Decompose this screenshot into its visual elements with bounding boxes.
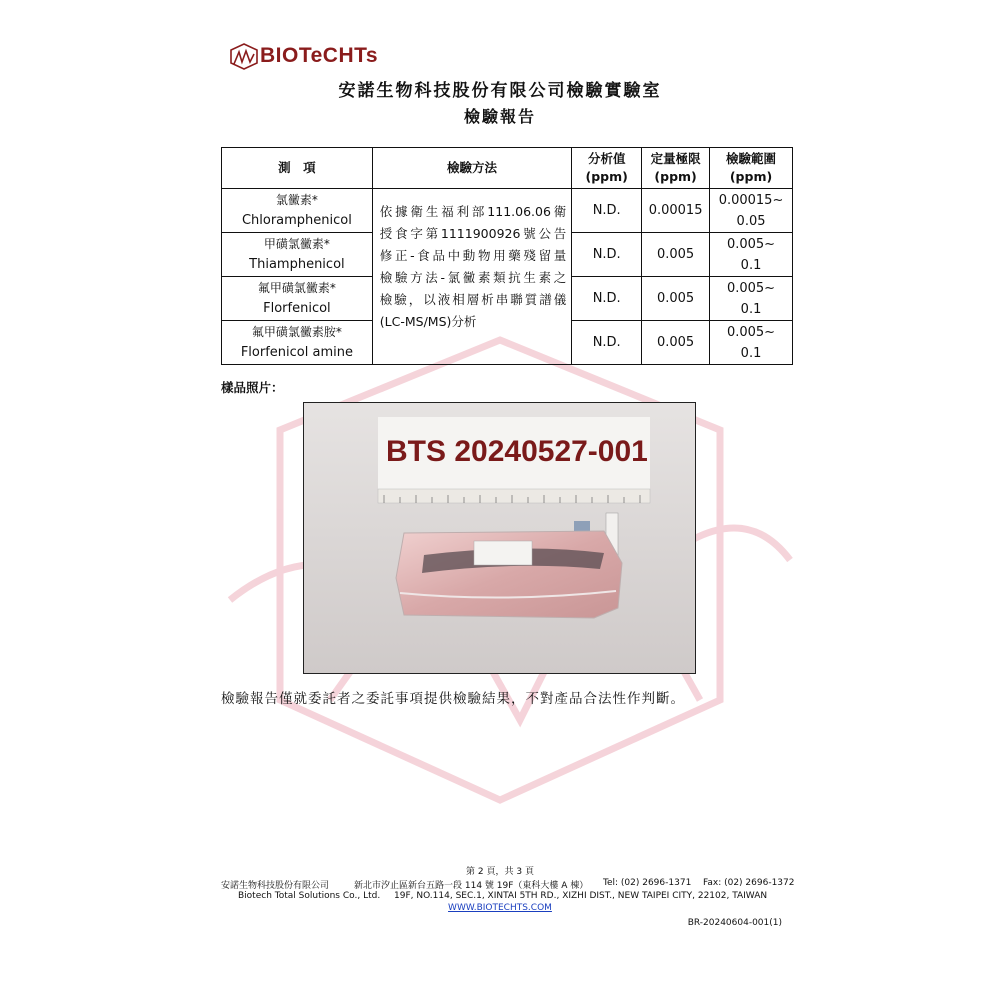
company-title: 安諾生物科技股份有限公司檢驗實驗室 bbox=[338, 81, 662, 101]
page-number: 第 2 頁，共 3 頁 bbox=[466, 867, 534, 877]
value-cell: N.D. bbox=[572, 189, 642, 233]
loq-cell: 0.005 bbox=[642, 233, 710, 277]
item-cell: 氟甲磺氯黴素胺* Florfenicol amine bbox=[222, 321, 373, 365]
value-cell: N.D. bbox=[572, 233, 642, 277]
disclaimer-text: 檢驗報告僅就委託者之委託事項提供檢驗結果，不對產品合法性作判斷。 bbox=[221, 691, 685, 707]
footer-tel: Tel: (02) 2696-1371 bbox=[603, 878, 692, 888]
table-header-row bbox=[222, 148, 793, 189]
loq-cell: 0.005 bbox=[642, 321, 710, 365]
report-id: BR-20240604-001(1) bbox=[687, 918, 782, 928]
footer-fax: Fax: (02) 2696-1372 bbox=[703, 878, 795, 888]
company-logo bbox=[228, 40, 378, 72]
loq-cell: 0.00015 bbox=[642, 189, 710, 233]
range-cell: 0.005~ 0.1 bbox=[710, 277, 793, 321]
range-cell: 0.00015~ 0.05 bbox=[710, 189, 793, 233]
header-method: 檢驗方法 bbox=[372, 148, 571, 189]
footer-company-en: Biotech Total Solutions Co., Ltd. bbox=[238, 891, 381, 901]
header-value: 分析值 (ppm) bbox=[572, 148, 642, 189]
report-title: 檢驗報告 bbox=[463, 107, 536, 126]
value-cell: N.D. bbox=[572, 277, 642, 321]
item-cell: 甲磺氯黴素* Thiamphenicol bbox=[222, 233, 373, 277]
sample-photo bbox=[303, 402, 696, 674]
range-cell: 0.005~ 0.1 bbox=[710, 321, 793, 365]
website-link[interactable]: WWW.BIOTECHTS.COM bbox=[448, 903, 552, 913]
footer-address-en: 19F, NO.114, SEC.1, XINTAI 5TH RD., XIZHI DIST., NEW TAIPEI CITY, 22102, TAIWAN bbox=[394, 891, 768, 901]
footer-url-row bbox=[0, 903, 1000, 913]
footer-company-zh: 安諾生物科技股份有限公司 bbox=[221, 881, 330, 891]
item-cell: 氯黴素* Chloramphenicol bbox=[222, 189, 373, 233]
logo-text: BIOTeCHTs bbox=[260, 44, 379, 67]
header-loq: 定量極限 (ppm) bbox=[642, 148, 710, 189]
photo-label: 樣品照片： bbox=[221, 380, 284, 395]
method-cell: 依據衛生福利部111.06.06衛 授食字第1111900926號公告 修正-食品中動物用藥殘留量 檢驗方法-氯黴素類抗生素之 檢驗，以液相層析串聯質譜儀 (LC-MS/MS)分析 bbox=[372, 189, 571, 365]
table-row bbox=[222, 189, 793, 233]
item-cell: 氟甲磺氯黴素* Florfenicol bbox=[222, 277, 373, 321]
header-range: 檢驗範圍 (ppm) bbox=[710, 148, 793, 189]
range-cell: 0.005~ 0.1 bbox=[710, 233, 793, 277]
value-cell: N.D. bbox=[572, 321, 642, 365]
loq-cell: 0.005 bbox=[642, 277, 710, 321]
footer-address-zh: 新北市汐止區新台五路一段 114 號 19F（東科大樓 A 棟） bbox=[354, 881, 589, 891]
sample-photo-image bbox=[304, 403, 695, 673]
header-item: 測 項 bbox=[222, 148, 373, 189]
sample-code: BTS 20240527-001 bbox=[386, 435, 648, 468]
results-table bbox=[221, 147, 793, 365]
biotechts-logo-icon bbox=[228, 42, 262, 70]
